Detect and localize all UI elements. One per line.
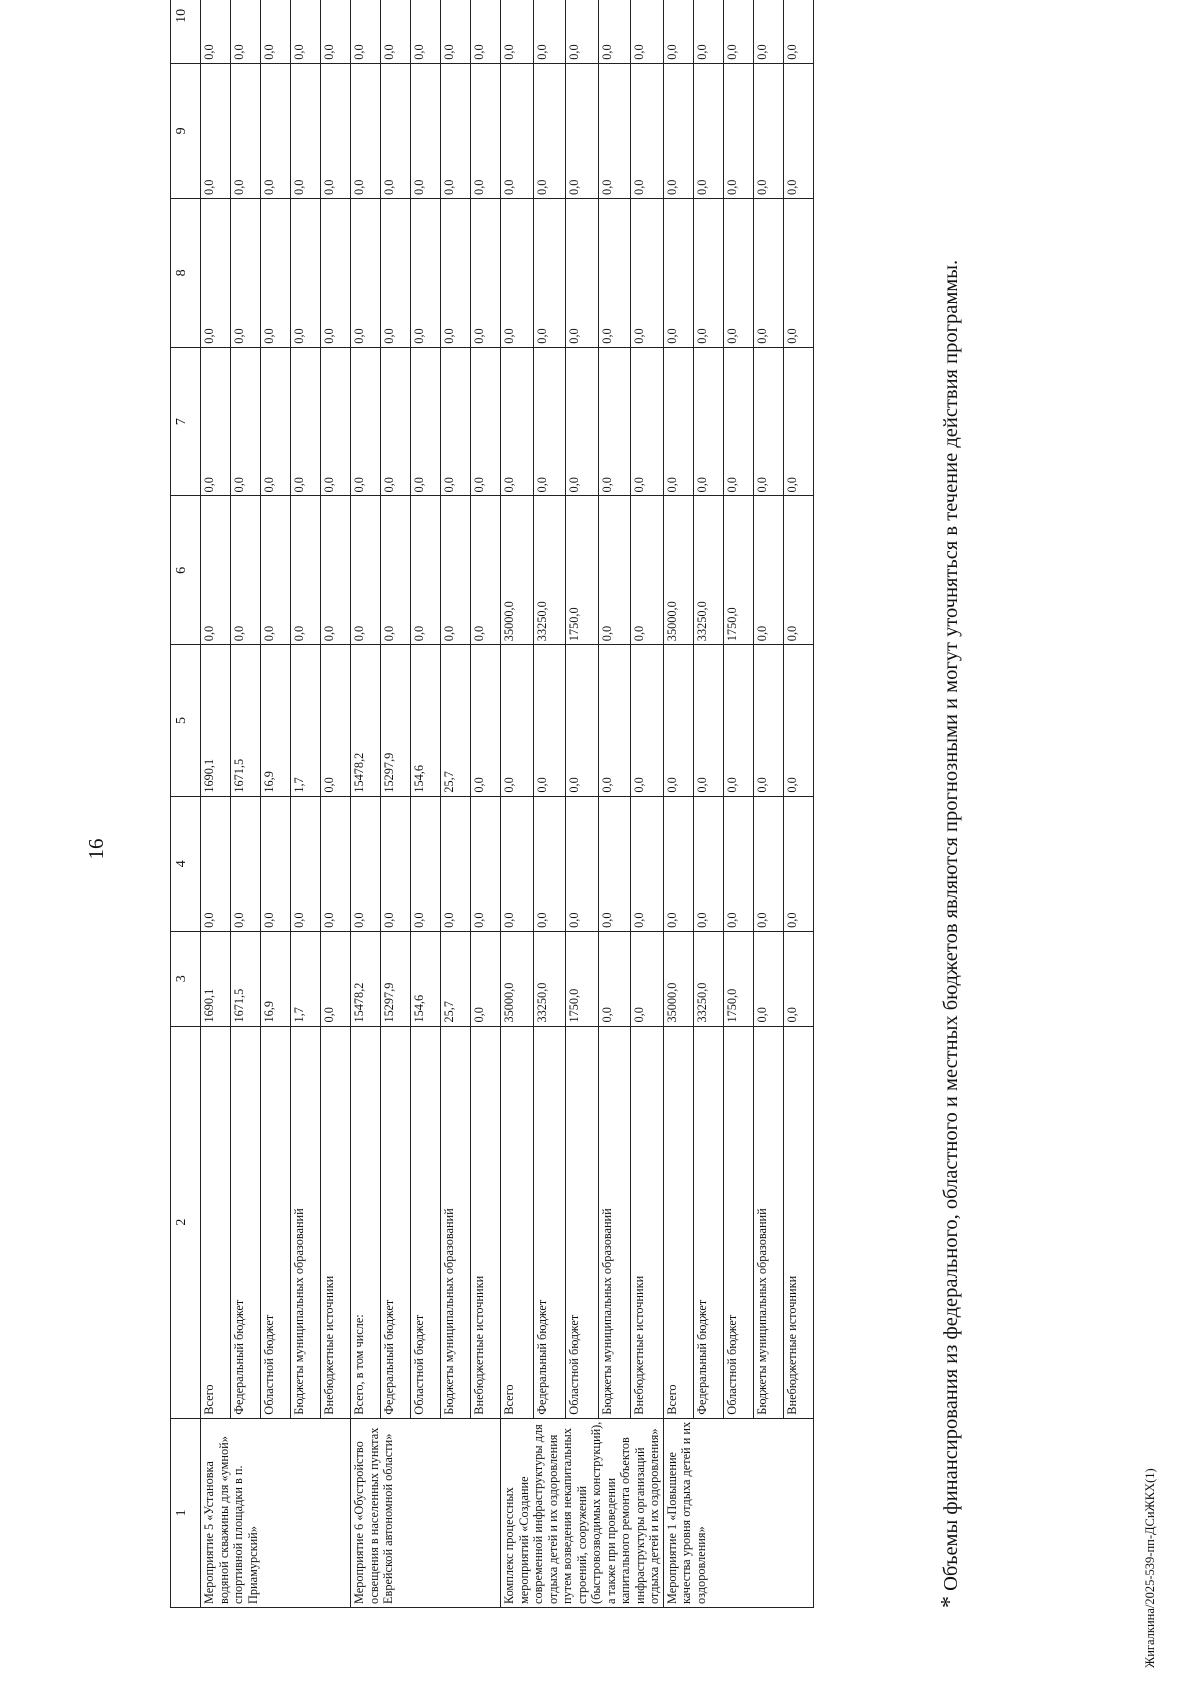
amount-cell: 0,0 — [381, 796, 411, 931]
amount-cell: 0,0 — [351, 796, 381, 931]
amount-cell: 0,0 — [501, 0, 534, 63]
amount-cell: 0,0 — [533, 0, 566, 63]
amount-cell: 0,0 — [441, 198, 471, 347]
amount-cell: 0,0 — [723, 347, 753, 496]
amount-cell: 1750,0 — [723, 931, 753, 1026]
amount-cell: 0,0 — [351, 347, 381, 496]
amount-cell: 0,0 — [261, 63, 291, 198]
amount-cell: 0,0 — [291, 0, 321, 63]
amount-cell: 0,0 — [231, 347, 261, 496]
amount-cell: 0,0 — [693, 0, 723, 63]
amount-cell: 0,0 — [411, 63, 441, 198]
amount-cell: 0,0 — [321, 496, 351, 645]
amount-cell: 0,0 — [566, 796, 599, 931]
financing-table — [170, 0, 814, 1608]
amount-cell: 0,0 — [598, 0, 631, 63]
amount-cell: 0,0 — [471, 198, 501, 347]
program-item-name: Мероприятие 5 «Установка водяной скважины для «умной» спортивной площадки в п. Приамурский» — [201, 1418, 351, 1607]
amount-cell: 0,0 — [783, 347, 813, 496]
document-code: Жигалкина/2025-539-пп-ДСиЖКХ(1) — [1143, 1468, 1157, 1668]
amount-cell: 0,0 — [471, 0, 501, 63]
amount-cell: 0,0 — [351, 198, 381, 347]
amount-cell: 0,0 — [663, 645, 693, 796]
footnote — [935, 43, 966, 1608]
amount-cell: 0,0 — [753, 931, 783, 1026]
amount-cell: 0,0 — [411, 347, 441, 496]
amount-cell: 16,9 — [261, 931, 291, 1026]
amount-cell: 0,0 — [411, 198, 441, 347]
amount-cell: 0,0 — [441, 0, 471, 63]
column-header: 8 — [171, 198, 201, 347]
amount-cell: 0,0 — [566, 347, 599, 496]
amount-cell: 0,0 — [321, 63, 351, 198]
amount-cell: 0,0 — [501, 645, 534, 796]
amount-cell: 0,0 — [631, 796, 664, 931]
funding-source: Областной бюджет — [566, 1026, 599, 1418]
amount-cell: 0,0 — [351, 63, 381, 198]
amount-cell: 0,0 — [471, 931, 501, 1026]
amount-cell: 0,0 — [201, 198, 231, 347]
funding-source: Всего — [201, 1026, 231, 1418]
column-header: 6 — [171, 496, 201, 645]
table-row — [753, 0, 783, 1608]
amount-cell: 0,0 — [783, 645, 813, 796]
amount-cell: 0,0 — [753, 347, 783, 496]
column-header: 9 — [171, 63, 201, 198]
amount-cell: 35000,0 — [501, 496, 534, 645]
amount-cell: 33250,0 — [693, 931, 723, 1026]
funding-source: Всего, в том числе: — [351, 1026, 381, 1418]
amount-cell: 0,0 — [231, 0, 261, 63]
page-number: 16 — [84, 838, 108, 860]
table-row — [566, 0, 599, 1608]
amount-cell: 0,0 — [261, 0, 291, 63]
amount-cell: 154,6 — [411, 931, 441, 1026]
amount-cell: 0,0 — [501, 63, 534, 198]
funding-source: Бюджеты муниципальных образований — [291, 1026, 321, 1418]
amount-cell: 1690,1 — [201, 931, 231, 1026]
amount-cell: 0,0 — [441, 63, 471, 198]
amount-cell: 0,0 — [723, 198, 753, 347]
funding-source: Внебюджетные источники — [783, 1026, 813, 1418]
amount-cell: 0,0 — [471, 796, 501, 931]
amount-cell: 0,0 — [381, 63, 411, 198]
amount-cell: 0,0 — [201, 347, 231, 496]
amount-cell: 0,0 — [533, 645, 566, 796]
amount-cell: 0,0 — [291, 63, 321, 198]
amount-cell: 0,0 — [291, 496, 321, 645]
amount-cell: 0,0 — [441, 496, 471, 645]
amount-cell: 0,0 — [753, 496, 783, 645]
table-row — [631, 0, 664, 1608]
amount-cell: 0,0 — [723, 796, 753, 931]
funding-source: Внебюджетные источники — [471, 1026, 501, 1418]
amount-cell: 0,0 — [783, 0, 813, 63]
funding-source: Областной бюджет — [411, 1026, 441, 1418]
amount-cell: 35000,0 — [501, 931, 534, 1026]
amount-cell: 1690,1 — [201, 645, 231, 796]
table-row — [411, 0, 441, 1608]
column-header: 5 — [171, 645, 201, 796]
amount-cell: 0,0 — [566, 0, 599, 63]
funding-source: Всего — [501, 1026, 534, 1418]
amount-cell: 0,0 — [201, 0, 231, 63]
footnote-text: Объемы финансирования из федерального, областного и местных бюджетов являются прогнозными и могут уточняться в течение действия программы. — [940, 259, 962, 1591]
amount-cell: 0,0 — [753, 63, 783, 198]
amount-cell: 0,0 — [201, 796, 231, 931]
amount-cell: 15297,9 — [381, 645, 411, 796]
amount-cell: 1750,0 — [566, 496, 599, 645]
amount-cell: 0,0 — [598, 198, 631, 347]
amount-cell: 0,0 — [663, 0, 693, 63]
amount-cell: 0,0 — [753, 796, 783, 931]
table-row — [231, 0, 261, 1608]
amount-cell: 0,0 — [261, 198, 291, 347]
amount-cell: 0,0 — [291, 796, 321, 931]
table-header-row — [171, 0, 201, 1608]
amount-cell: 0,0 — [351, 0, 381, 63]
amount-cell: 25,7 — [441, 645, 471, 796]
amount-cell: 0,0 — [598, 496, 631, 645]
amount-cell: 0,0 — [631, 496, 664, 645]
funding-source: Областной бюджет — [723, 1026, 753, 1418]
amount-cell: 0,0 — [663, 63, 693, 198]
amount-cell: 0,0 — [381, 496, 411, 645]
amount-cell: 1,7 — [291, 645, 321, 796]
table-row — [261, 0, 291, 1608]
amount-cell: 0,0 — [321, 931, 351, 1026]
funding-source: Федеральный бюджет — [693, 1026, 723, 1418]
amount-cell: 0,0 — [411, 0, 441, 63]
column-header: 4 — [171, 796, 201, 931]
funding-source: Областной бюджет — [261, 1026, 291, 1418]
amount-cell: 15297,9 — [381, 931, 411, 1026]
program-item-name: Мероприятие 1 «Повышение качества уровня отдыха детей и их оздоровления» — [663, 1418, 813, 1607]
amount-cell: 0,0 — [693, 63, 723, 198]
column-header: 2 — [171, 1026, 201, 1418]
amount-cell: 0,0 — [471, 63, 501, 198]
column-header: 7 — [171, 347, 201, 496]
amount-cell: 0,0 — [321, 198, 351, 347]
amount-cell: 0,0 — [231, 198, 261, 347]
funding-source: Внебюджетные источники — [631, 1026, 664, 1418]
column-header: 1 — [171, 1418, 201, 1607]
amount-cell: 0,0 — [201, 63, 231, 198]
amount-cell: 0,0 — [753, 198, 783, 347]
amount-cell: 0,0 — [663, 796, 693, 931]
amount-cell: 0,0 — [533, 796, 566, 931]
amount-cell: 16,9 — [261, 645, 291, 796]
amount-cell: 0,0 — [261, 347, 291, 496]
amount-cell: 0,0 — [723, 645, 753, 796]
amount-cell: 0,0 — [631, 198, 664, 347]
amount-cell: 0,0 — [631, 0, 664, 63]
amount-cell: 0,0 — [723, 63, 753, 198]
amount-cell: 1671,5 — [231, 931, 261, 1026]
table-row — [663, 0, 693, 1608]
amount-cell: 0,0 — [598, 645, 631, 796]
amount-cell: 0,0 — [261, 496, 291, 645]
funding-source: Бюджеты муниципальных образований — [753, 1026, 783, 1418]
amount-cell: 154,6 — [411, 645, 441, 796]
amount-cell: 0,0 — [411, 796, 441, 931]
funding-source: Федеральный бюджет — [533, 1026, 566, 1418]
amount-cell: 0,0 — [533, 198, 566, 347]
amount-cell: 0,0 — [501, 347, 534, 496]
program-item-name: Комплекс процессных мероприятий «Создание современной инфраструктуры для отдыха детей и их оздоровления путем возведения некапитальных строений, сооружений (быстровозводимых конструкций), а также при проведении капитального ремонта объектов инфраструктуры организаций отдыха детей и их оздоровления» — [501, 1418, 664, 1607]
amount-cell: 0,0 — [231, 63, 261, 198]
amount-cell: 0,0 — [723, 0, 753, 63]
funding-source: Федеральный бюджет — [381, 1026, 411, 1418]
amount-cell: 0,0 — [566, 63, 599, 198]
table-row — [201, 0, 231, 1608]
amount-cell: 0,0 — [693, 796, 723, 931]
amount-cell: 0,0 — [566, 645, 599, 796]
amount-cell: 0,0 — [693, 645, 723, 796]
amount-cell: 0,0 — [321, 0, 351, 63]
table-row — [693, 0, 723, 1608]
amount-cell: 1671,5 — [231, 645, 261, 796]
funding-source: Внебюджетные источники — [321, 1026, 351, 1418]
amount-cell: 0,0 — [321, 347, 351, 496]
amount-cell: 0,0 — [598, 796, 631, 931]
amount-cell: 0,0 — [753, 645, 783, 796]
amount-cell: 0,0 — [201, 496, 231, 645]
amount-cell: 0,0 — [381, 347, 411, 496]
amount-cell: 0,0 — [231, 496, 261, 645]
amount-cell: 0,0 — [471, 645, 501, 796]
amount-cell: 0,0 — [598, 931, 631, 1026]
amount-cell: 35000,0 — [663, 931, 693, 1026]
amount-cell: 0,0 — [631, 63, 664, 198]
column-header: 3 — [171, 931, 201, 1026]
table-row — [723, 0, 753, 1608]
amount-cell: 0,0 — [321, 796, 351, 931]
amount-cell: 15478,2 — [351, 931, 381, 1026]
amount-cell: 0,0 — [381, 198, 411, 347]
amount-cell: 0,0 — [471, 347, 501, 496]
table-row — [501, 0, 534, 1608]
amount-cell: 1750,0 — [566, 931, 599, 1026]
amount-cell: 33250,0 — [533, 496, 566, 645]
amount-cell: 0,0 — [783, 198, 813, 347]
funding-source: Федеральный бюджет — [231, 1026, 261, 1418]
amount-cell: 0,0 — [501, 198, 534, 347]
amount-cell: 0,0 — [783, 931, 813, 1026]
table-row — [321, 0, 351, 1608]
amount-cell: 33250,0 — [693, 496, 723, 645]
amount-cell: 35000,0 — [663, 496, 693, 645]
amount-cell: 0,0 — [533, 63, 566, 198]
amount-cell: 0,0 — [351, 496, 381, 645]
amount-cell: 0,0 — [783, 796, 813, 931]
amount-cell: 0,0 — [783, 63, 813, 198]
amount-cell: 0,0 — [291, 198, 321, 347]
amount-cell: 0,0 — [598, 63, 631, 198]
amount-cell: 0,0 — [533, 347, 566, 496]
table-row — [783, 0, 813, 1608]
amount-cell: 0,0 — [783, 496, 813, 645]
table-row — [471, 0, 501, 1608]
program-item-name: Мероприятие 6 «Обустройство освещения в населенных пунктах Еврейской автономной области» — [351, 1418, 501, 1607]
amount-cell: 0,0 — [321, 645, 351, 796]
table-row — [598, 0, 631, 1608]
amount-cell: 1750,0 — [723, 496, 753, 645]
amount-cell: 0,0 — [631, 645, 664, 796]
amount-cell: 0,0 — [441, 796, 471, 931]
amount-cell: 0,0 — [631, 347, 664, 496]
amount-cell: 0,0 — [631, 931, 664, 1026]
amount-cell: 0,0 — [381, 0, 411, 63]
amount-cell: 0,0 — [663, 198, 693, 347]
table-row — [381, 0, 411, 1608]
amount-cell: 0,0 — [471, 496, 501, 645]
table-row — [533, 0, 566, 1608]
amount-cell: 0,0 — [663, 347, 693, 496]
amount-cell: 0,0 — [598, 347, 631, 496]
amount-cell: 0,0 — [411, 496, 441, 645]
column-header: 10 — [171, 0, 201, 63]
amount-cell: 0,0 — [231, 796, 261, 931]
funding-source: Бюджеты муниципальных образований — [441, 1026, 471, 1418]
amount-cell: 0,0 — [566, 198, 599, 347]
amount-cell: 33250,0 — [533, 931, 566, 1026]
table-row — [291, 0, 321, 1608]
amount-cell: 0,0 — [753, 0, 783, 63]
amount-cell: 15478,2 — [351, 645, 381, 796]
amount-cell: 25,7 — [441, 931, 471, 1026]
funding-source: Бюджеты муниципальных образований — [598, 1026, 631, 1418]
amount-cell: 0,0 — [501, 796, 534, 931]
amount-cell: 0,0 — [693, 198, 723, 347]
funding-source: Всего — [663, 1026, 693, 1418]
footnote-marker: * — [937, 1596, 963, 1608]
amount-cell: 0,0 — [261, 796, 291, 931]
table-row — [351, 0, 381, 1608]
table-row — [441, 0, 471, 1608]
amount-cell: 0,0 — [291, 347, 321, 496]
amount-cell: 1,7 — [291, 931, 321, 1026]
amount-cell: 0,0 — [693, 347, 723, 496]
amount-cell: 0,0 — [441, 347, 471, 496]
